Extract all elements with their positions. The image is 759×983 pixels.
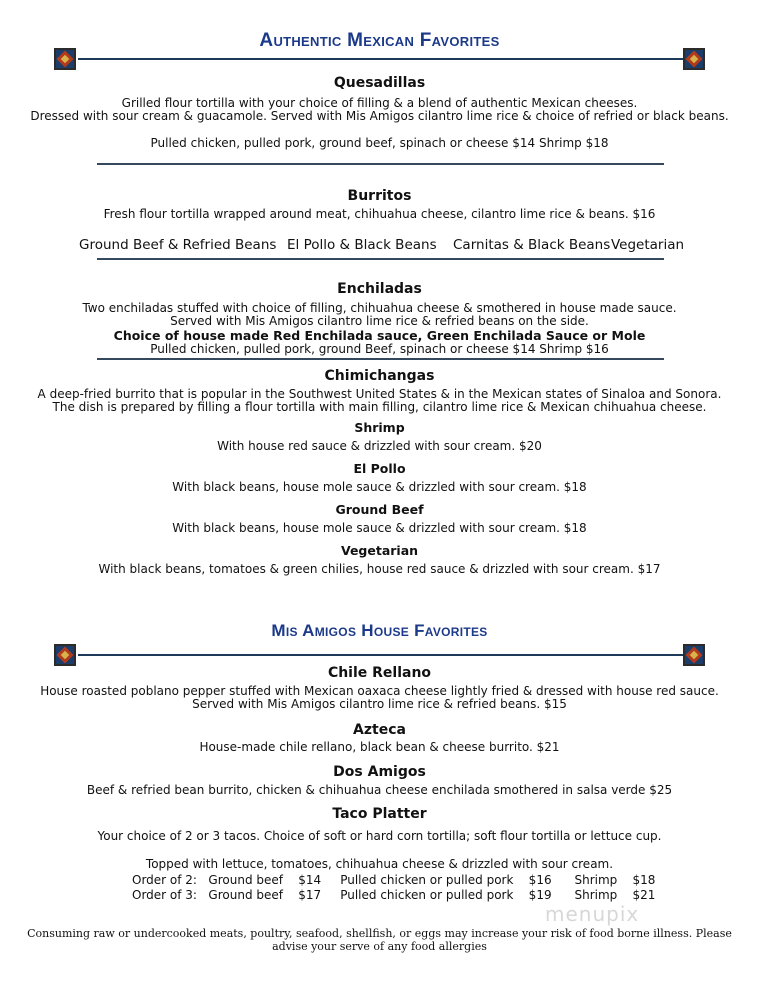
burrito-option: Carnitas & Black Beans [453,237,611,253]
chimi-item-desc: With black beans, house mole sauce & drizzled with sour cream. $18 [172,521,587,535]
chimi-item-title: Vegetarian [340,543,419,558]
taco-order-row: Order of 2: Ground beef $14 Pulled chicken or pulled pork $16 Shrimp $18 [132,873,656,887]
dish-description: House roasted poblano pepper stuffed with Mexican oaxaca cheese lightly fried & dressed with house red sauce. [40,684,719,698]
burrito-option: Ground Beef & Refried Beans [79,237,277,253]
burrito-option: Vegetarian [611,237,685,253]
decorative-tile-icon [54,48,76,70]
food-safety-disclaimer: advise your serve of any food allergies [272,940,487,953]
price-line: Pulled chicken, pulled pork, ground beef, spinach or cheese $14 Shrimp $18 [150,136,609,150]
decorative-tile-icon [683,48,705,70]
decorative-tile-icon [683,644,705,666]
price-line: Pulled chicken, pulled pork, ground Beef, spinach or cheese $14 Shrimp $16 [150,342,609,356]
chimi-item-desc: With house red sauce & drizzled with sour cream. $20 [217,439,542,453]
dish-title-chimichangas: Chimichangas [324,368,435,384]
section-title-authentic: Authentic Mexican Favorites [259,30,500,51]
decorative-tile-icon [54,644,76,666]
dish-description: The dish is prepared by filling a flour tortilla with main filling, cilantro lime rice & Mexican chihuahua cheese. [52,400,707,414]
dish-description: Beef & refried bean burrito, chicken & chihuahua cheese enchilada smothered in salsa verde $25 [86,783,673,797]
burrito-option: El Pollo & Black Beans [287,237,437,253]
chimi-item-desc: With black beans, tomatoes & green chilies, house red sauce & drizzled with sour cream. $17 [98,562,661,576]
dish-description: Served with Mis Amigos cilantro lime rice & refried beans. $15 [192,697,567,711]
taco-toppings: Topped with lettuce, tomatoes, chihuahua cheese & drizzled with sour cream. [145,857,614,871]
dish-title-taco-platter: Taco Platter [332,806,427,822]
menupix-watermark: menupix [545,902,640,926]
dish-description: Dressed with sour cream & guacamole. Served with Mis Amigos cilantro lime rice & choice of refried or black beans. [30,109,729,123]
separator [97,258,664,260]
dish-description: Served with Mis Amigos cilantro lime rice & refried beans on the side. [170,314,589,328]
dish-title-azteca: Azteca [353,722,406,738]
sauce-choice: Choice of house made Red Enchilada sauce, Green Enchilada Sauce or Mole [113,328,646,343]
food-safety-disclaimer: Consuming raw or undercooked meats, poultry, seafood, shellfish, or eggs may increase your risk of food borne illness. Please [27,927,732,940]
chimi-item-title: Shrimp [354,420,405,435]
header-rule [78,58,683,60]
dish-title-dos-amigos: Dos Amigos [333,764,426,780]
chimi-item-title: Ground Beef [335,502,424,517]
taco-order-row: Order of 3: Ground beef $17 Pulled chicken or pulled pork $19 Shrimp $21 [132,888,656,902]
dish-description: House-made chile rellano, black bean & cheese burrito. $21 [199,740,560,754]
dish-description: Fresh flour tortilla wrapped around meat, chihuahua cheese, cilantro lime rice & beans. $16 [103,207,656,221]
chimi-item-desc: With black beans, house mole sauce & drizzled with sour cream. $18 [172,480,587,494]
dish-description: A deep-fried burrito that is popular in the Southwest United States & in the Mexican states of Sinaloa and Sonora. [37,387,722,401]
dish-title-quesadillas: Quesadillas [333,75,426,91]
dish-title-enchiladas: Enchiladas [337,281,422,297]
dish-description: Grilled flour tortilla with your choice of filling & a blend of authentic Mexican cheeses. [121,96,638,110]
separator [97,163,664,165]
dish-description: Your choice of 2 or 3 tacos. Choice of soft or hard corn tortilla; soft flour tortilla or lettuce cup. [97,829,662,843]
dish-title-chile-rellano: Chile Rellano [327,665,432,681]
section-title-house: Mis Amigos House Favorites [271,621,488,640]
dish-description: Two enchiladas stuffed with choice of filling, chihuahua cheese & smothered in house made sauce. [82,301,677,315]
header-rule [78,654,683,656]
chimi-item-title: El Pollo [353,461,406,476]
dish-title-burritos: Burritos [347,188,412,204]
separator [97,358,664,360]
